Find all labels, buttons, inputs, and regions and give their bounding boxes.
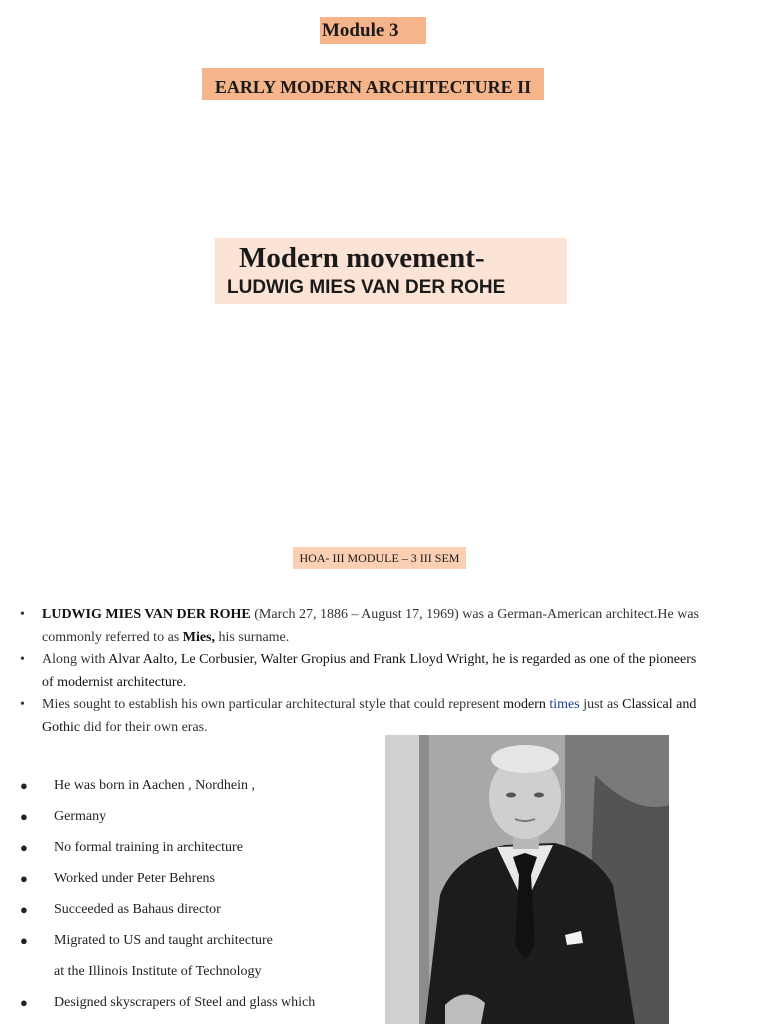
list-item — [20, 801, 365, 832]
list-item — [20, 604, 700, 649]
list-item — [20, 925, 365, 956]
list-item — [20, 649, 700, 694]
bullet-icon: ● — [20, 933, 28, 948]
list-item — [20, 863, 365, 894]
fact-text: Migrated to US and taught architecture — [54, 933, 273, 948]
facts-list — [20, 770, 365, 1018]
portrait-illustration — [385, 735, 669, 1024]
list-item — [20, 832, 365, 863]
intro-text: Mies sought to establish his own particular architectural style that could represent — [42, 697, 504, 712]
fact-text: He was born in Aachen , Nordhein , — [54, 778, 256, 793]
intro-text: his surname. — [215, 629, 290, 645]
architect-name: LUDWIG MIES VAN DER ROHE — [42, 607, 251, 622]
link-text: times — [549, 697, 580, 712]
intro-text: modern — [503, 697, 546, 712]
bullet-icon: ● — [20, 871, 28, 886]
portrait-photo — [385, 735, 669, 1024]
intro-text: he is regarded as one of the pioneers of modernist architecture. — [42, 652, 697, 690]
list-item — [20, 894, 365, 925]
bullet-icon: • — [20, 697, 25, 712]
fact-text: Germany — [54, 809, 107, 824]
bullet-icon: ● — [20, 902, 28, 917]
section-heading: Modern movement- — [239, 242, 485, 274]
fact-text: at the Illinois Institute of Technology — [54, 964, 262, 979]
page-title: EARLY MODERN ARCHITECTURE II — [202, 68, 544, 100]
bullet-icon: • — [20, 652, 25, 667]
section-subheading: LUDWIG MIES VAN DER ROHE — [227, 277, 506, 298]
architect-names: Alvar Aalto, Le Corbusier, Walter Gropius and Frank Lloyd Wright, — [108, 652, 489, 667]
bullet-icon: ● — [20, 809, 28, 824]
fact-text: Designed skyscrapers of Steel and glass which — [54, 995, 316, 1010]
intro-text: just as — [579, 697, 623, 712]
list-item — [20, 770, 365, 801]
fact-text: Worked under Peter Behrens — [54, 871, 215, 886]
module-label: Module 3 — [320, 17, 426, 44]
bullet-icon: • — [20, 607, 25, 622]
intro-text: Classical and Gothic — [42, 697, 697, 735]
intro-list — [20, 604, 700, 739]
footer-label: HOA- III MODULE – 3 III SEM — [293, 547, 466, 569]
fact-text: No formal training in architecture — [54, 840, 243, 855]
nickname: Mies, — [182, 629, 215, 645]
list-item-continuation — [20, 956, 365, 987]
bullet-icon: ● — [20, 778, 28, 793]
list-item — [20, 987, 365, 1018]
heading-box — [215, 238, 567, 304]
fact-text: Succeeded as Bahaus director — [54, 902, 221, 917]
intro-text: Along with — [42, 652, 109, 667]
bullet-icon: ● — [20, 840, 28, 855]
list-item — [20, 694, 700, 739]
intro-text: did for their own eras. — [80, 719, 208, 735]
bullet-icon: ● — [20, 995, 28, 1010]
intro-text: (March 27, 1886 – August 17, 1969) was a German-American architect.He was commonly referred to as — [42, 607, 700, 645]
